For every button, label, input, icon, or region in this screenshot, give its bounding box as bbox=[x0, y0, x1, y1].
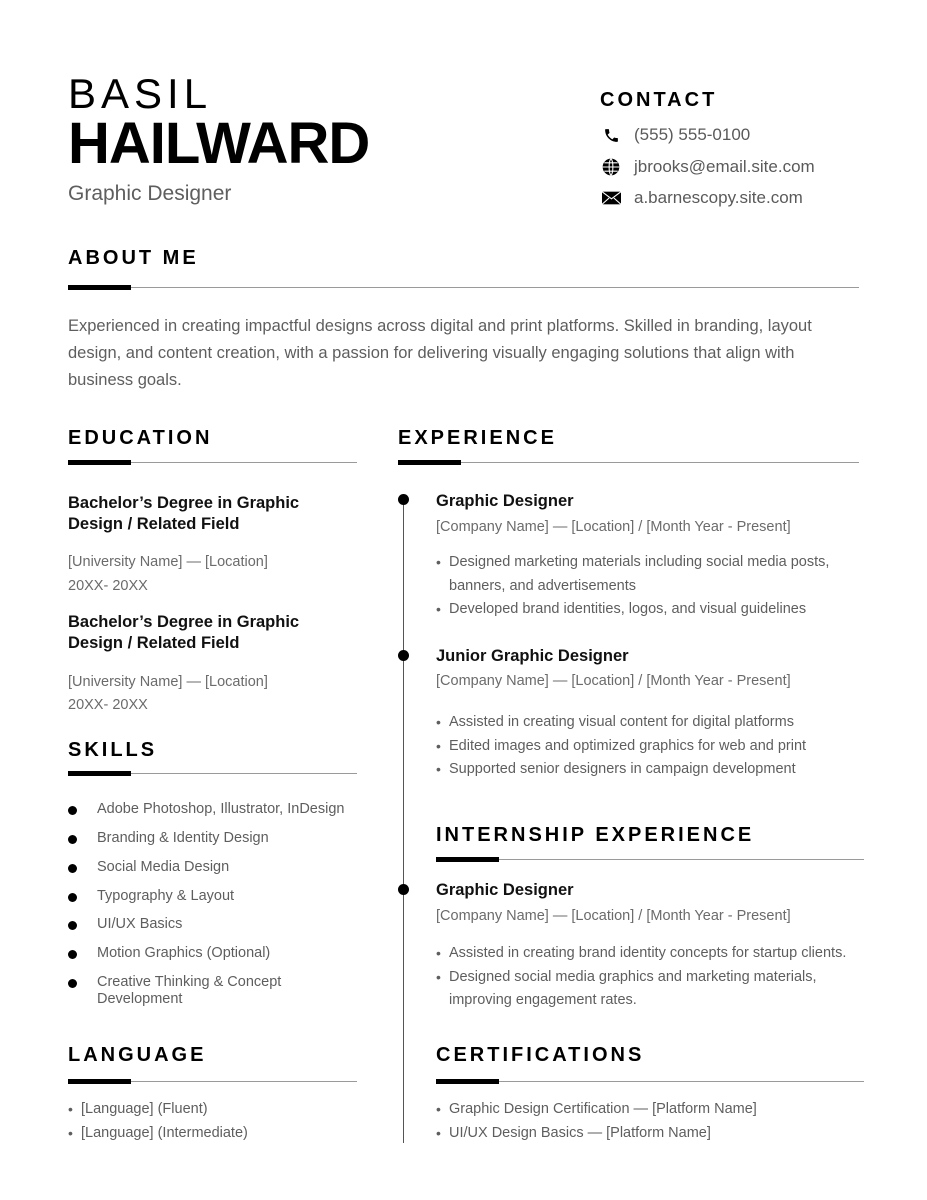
skill-item bbox=[68, 801, 358, 818]
about-divider bbox=[68, 287, 859, 288]
job-bullets bbox=[436, 711, 861, 782]
timeline-dot-icon bbox=[398, 884, 409, 895]
bullet-dot-icon bbox=[68, 893, 77, 902]
internship-bullet-text: Assisted in creating brand identity concepts for startup clients. bbox=[449, 945, 847, 961]
list-item: • Assisted in creating visual content for digital platforms bbox=[436, 711, 861, 735]
skill-label: Adobe Photoshop, Illustrator, InDesign bbox=[97, 801, 345, 817]
education-years: 20XX- 20XX bbox=[68, 697, 148, 713]
education-school: [University Name] — [Location] bbox=[68, 674, 268, 690]
contact-website[interactable] bbox=[600, 187, 803, 209]
experience-heading: EXPERIENCE bbox=[398, 427, 557, 449]
skills-heading: SKILLS bbox=[68, 739, 158, 761]
skill-item bbox=[68, 974, 298, 1008]
language-list bbox=[68, 1098, 358, 1145]
bullet-dot-icon bbox=[68, 921, 77, 930]
list-item: • Edited images and optimized graphics for web and print bbox=[436, 735, 861, 759]
skill-item bbox=[68, 859, 358, 876]
job-title: Junior Graphic Designer bbox=[436, 647, 629, 665]
certifications-heading: CERTIFICATIONS bbox=[436, 1044, 645, 1066]
bullet-dot-icon bbox=[68, 979, 77, 988]
language-label: [Language] (Intermediate) bbox=[81, 1124, 248, 1141]
skill-label: Typography & Layout bbox=[97, 888, 235, 904]
certifications-divider-accent bbox=[436, 1079, 499, 1084]
job-bullet-text: Developed brand identities, logos, and visual guidelines bbox=[449, 601, 807, 617]
skill-item bbox=[68, 888, 358, 905]
list-item: • [Language] (Fluent) bbox=[68, 1098, 358, 1122]
education-degree: Bachelor’s Degree in Graphic Design / Related Field bbox=[68, 494, 300, 533]
internship-divider bbox=[436, 859, 864, 860]
skill-label: Social Media Design bbox=[97, 859, 230, 875]
skill-label: UI/UX Basics bbox=[97, 916, 183, 932]
bullet-dot-icon bbox=[68, 835, 77, 844]
education-years: 20XX- 20XX bbox=[68, 578, 148, 594]
contact-email[interactable] bbox=[600, 156, 815, 178]
about-divider-accent bbox=[68, 285, 131, 290]
job-meta: [Company Name] — [Location] / [Month Year - Present] bbox=[436, 519, 791, 535]
skill-item bbox=[68, 916, 358, 933]
certifications-divider bbox=[436, 1081, 864, 1082]
skills-divider-accent bbox=[68, 771, 131, 776]
job-bullet-text: Assisted in creating visual content for digital platforms bbox=[449, 714, 794, 730]
internship-meta: [Company Name] — [Location] / [Month Year - Present] bbox=[436, 908, 791, 924]
language-label: [Language] (Fluent) bbox=[81, 1101, 208, 1117]
list-item: • [Language] (Intermediate) bbox=[68, 1122, 358, 1146]
job-bullet-text: Supported senior designers in campaign development bbox=[449, 761, 796, 777]
certification-label: Graphic Design Certification — [Platform Name] bbox=[449, 1101, 757, 1117]
last-name: HAILWARD bbox=[68, 111, 370, 176]
list-item: • Supported senior designers in campaign development bbox=[436, 758, 861, 782]
skill-item bbox=[68, 945, 358, 962]
job-bullet-text: Designed marketing materials including social media posts, banners, and advertisements bbox=[449, 554, 830, 594]
job-bullets bbox=[436, 551, 836, 622]
internship-heading: INTERNSHIP EXPERIENCE bbox=[436, 824, 755, 846]
list-item: • Designed social media graphics and marketing materials, improving engagement rates. bbox=[436, 966, 861, 1013]
contact-heading: CONTACT bbox=[600, 89, 718, 111]
phone-icon bbox=[600, 124, 622, 146]
language-divider-accent bbox=[68, 1079, 131, 1084]
envelope-icon bbox=[600, 187, 622, 209]
education-degree: Bachelor’s Degree in Graphic Design / Related Field bbox=[68, 613, 300, 652]
skill-item bbox=[68, 830, 358, 847]
experience-divider bbox=[398, 462, 859, 463]
globe-icon bbox=[600, 156, 622, 178]
first-name: BASIL bbox=[68, 70, 213, 117]
contact-phone[interactable] bbox=[600, 124, 750, 146]
bullet-dot-icon bbox=[68, 950, 77, 959]
internship-title: Graphic Designer bbox=[436, 881, 574, 899]
list-item: • Assisted in creating brand identity concepts for startup clients. bbox=[436, 942, 861, 966]
experience-divider-accent bbox=[398, 460, 461, 465]
contact-phone-text: (555) 555-0100 bbox=[634, 125, 751, 144]
internship-bullets bbox=[436, 942, 861, 1013]
experience-timeline bbox=[403, 498, 404, 1143]
language-heading: LANGUAGE bbox=[68, 1044, 207, 1066]
contact-website-text: a.barnescopy.site.com bbox=[634, 188, 803, 207]
education-heading: EDUCATION bbox=[68, 427, 213, 449]
job-bullet-text: Edited images and optimized graphics for web and print bbox=[449, 737, 807, 754]
job-title: Graphic Designer bbox=[436, 492, 574, 510]
certification-label: UI/UX Design Basics — [Platform Name] bbox=[449, 1124, 711, 1141]
list-item: • Graphic Design Certification — [Platform Name] bbox=[436, 1098, 861, 1122]
education-divider-accent bbox=[68, 460, 131, 465]
job-meta: [Company Name] — [Location] / [Month Year - Present] bbox=[436, 673, 791, 689]
internship-bullet-text: Designed social media graphics and marketing materials, improving engagement rates. bbox=[449, 968, 817, 1008]
skill-label: Branding & Identity Design bbox=[97, 830, 269, 846]
job-title: Graphic Designer bbox=[68, 182, 232, 205]
bullet-dot-icon bbox=[68, 864, 77, 873]
skill-label: Creative Thinking & Concept Development bbox=[97, 974, 282, 1007]
bullet-dot-icon bbox=[68, 806, 77, 815]
skill-label: Motion Graphics (Optional) bbox=[97, 945, 271, 961]
list-item: • UI/UX Design Basics — [Platform Name] bbox=[436, 1122, 861, 1146]
education-school: [University Name] — [Location] bbox=[68, 554, 268, 570]
about-heading: ABOUT ME bbox=[68, 247, 199, 269]
list-item: • Designed marketing materials including social media posts, banners, and advertisements bbox=[436, 551, 836, 598]
certifications-list bbox=[436, 1098, 861, 1145]
contact-email-text: jbrooks@email.site.com bbox=[634, 157, 815, 176]
timeline-dot-icon bbox=[398, 650, 409, 661]
internship-divider-accent bbox=[436, 857, 499, 862]
list-item: • Developed brand identities, logos, and visual guidelines bbox=[436, 598, 836, 622]
timeline-dot-icon bbox=[398, 494, 409, 505]
about-text: Experienced in creating impactful designs across digital and print platforms. Skilled in branding, layout design, and content creation, with a passion for delivering visually engaging solutions that align with business goals. bbox=[68, 317, 812, 389]
